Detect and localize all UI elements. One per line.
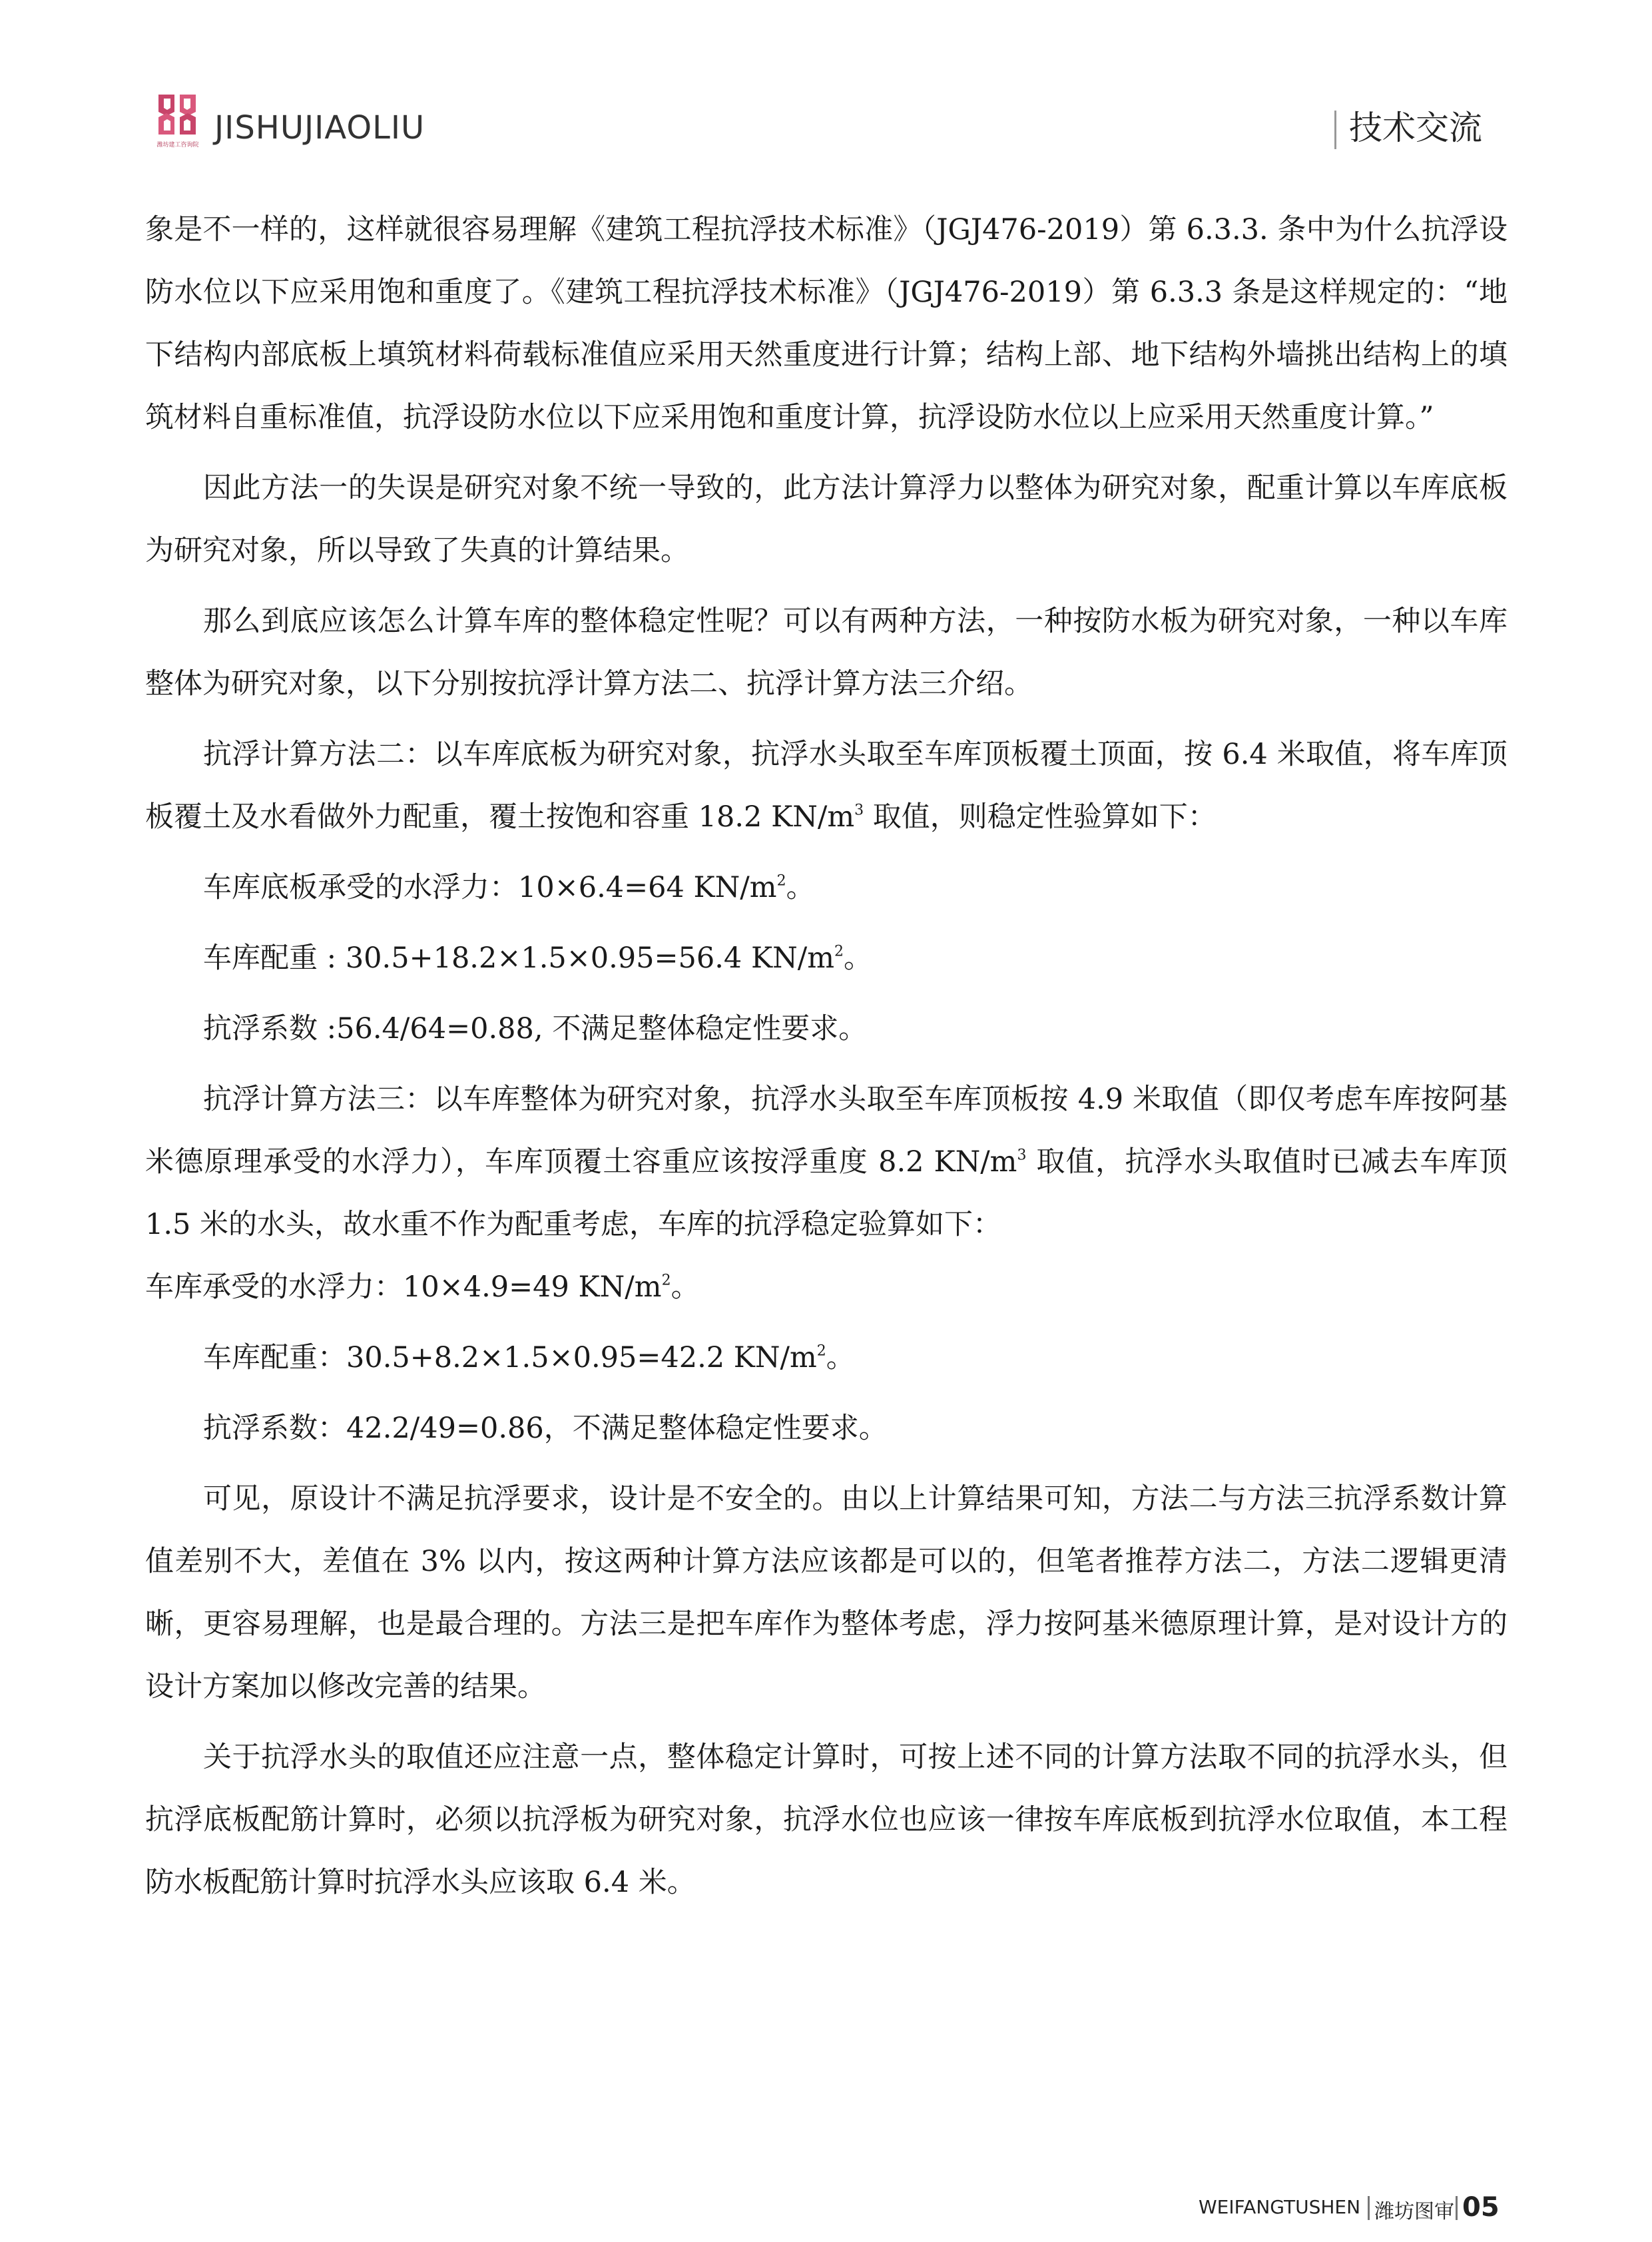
method-2-text: 抗浮计算方法二：以车库底板为研究对象，抗浮水头取至车库顶板覆土顶面，按 6.4 米取值，将车库顶板覆土及水看做外力配重，覆土按饱和容重 18.2 KN/m: [145, 738, 1508, 834]
paragraph-note: 关于抗浮水头的取值还应注意一点，整体稳定计算时，可按上述不同的计算方法取不同的抗浮水头，但抗浮底板配筋计算时，必须以抗浮板为研究对象，抗浮水位也应该一律按车库底板到抗浮水位取值，本工程防水板配筋计算时抗浮水头应该取 6.4 米。: [145, 1741, 1508, 1899]
page-number: 05: [1462, 2192, 1500, 2223]
equation-buoyancy-3: [145, 1256, 1508, 1318]
logo-caption: 潍坊建工咨询院: [156, 142, 199, 148]
equation-factor-2: 抗浮系数 :56.4/64=0.88, 不满足整体稳定性要求。: [203, 1012, 868, 1045]
equation-text: 车库配重：30.5+8.2×1.5×0.95=42.2 KN/m: [203, 1341, 817, 1374]
superscript: 3: [1017, 1147, 1027, 1164]
footer-journal-cn: 潍坊图审: [1374, 2200, 1454, 2223]
method-3-text-end: 取值，抗浮水头取值时已减去车库顶 1.5 米的水头，故水重不作为配重考虑，车库的抗浮稳定验算如下：: [145, 1145, 1508, 1241]
equation-text: 车库配重 : 30.5+18.2×1.5×0.95=56.4 KN/m: [203, 942, 834, 975]
paragraph-3: 那么到底应该怎么计算车库的整体稳定性呢？可以有两种方法，一种按防水板为研究对象，一种以车库整体为研究对象，以下分别按抗浮计算方法二、抗浮计算方法三介绍。: [145, 605, 1508, 701]
equation-weight-3: [145, 1326, 1508, 1389]
method-2-text-end: 取值，则稳定性验算如下：: [864, 800, 1217, 834]
header-divider: [1334, 111, 1336, 149]
page-footer: [1199, 2192, 1505, 2223]
superscript: 2: [816, 1342, 826, 1360]
superscript: 3: [854, 802, 864, 819]
superscript: 2: [834, 943, 844, 960]
paragraph-1: 象是不一样的，这样就很容易理解《建筑工程抗浮技术标准》（JGJ476-2019）第 6.3.3. 条中为什么抗浮设防水位以下应采用饱和重度了。《建筑工程抗浮技术标准》（JGJ476-2019）第 6.3.3 条是这样规定的：“地下结构内部底板上填筑材料荷载标准值应采用天然重度进行计算；结构上部、地下结构外墙挑出结构上的填筑材料自重标准值，抗浮设防水位以下应采用饱和重度计算，抗浮设防水位以上应采用天然重度计算。”: [145, 213, 1508, 434]
footer-divider: [1368, 2196, 1370, 2220]
equation-weight-2: [145, 927, 1508, 989]
superscript: 2: [776, 872, 786, 890]
equation-text: 车库承受的水浮力：10×4.9=49 KN/m: [145, 1270, 662, 1304]
paragraph-method-3: [145, 1068, 1508, 1256]
equation-text: 车库底板承受的水浮力：10×6.4=64 KN/m: [203, 871, 777, 904]
paragraph-2: 因此方法一的失误是研究对象不统一导致的，此方法计算浮力以整体为研究对象，配重计算以车库底板为研究对象，所以导致了失真的计算结果。: [145, 471, 1508, 567]
paragraph-conclusion: 可见，原设计不满足抗浮要求，设计是不安全的。由以上计算结果可知，方法二与方法三抗浮系数计算值差别不大，差值在 3% 以内，按这两种计算方法应该都是可以的，但笔者推荐方法二，方法二逻辑更清晰，更容易理解，也是最合理的。方法三是把车库作为整体考虑，浮力按阿基米德原理计算，是对设计方的设计方案加以修改完善的结果。: [145, 1482, 1508, 1703]
equation-end: 。: [843, 942, 872, 975]
equation-end: 。: [826, 1341, 855, 1374]
superscript: 2: [661, 1272, 671, 1289]
footer-journal-en: WEIFANGTUSHEN: [1199, 2196, 1361, 2218]
equation-end: 。: [671, 1270, 700, 1304]
article-body: [145, 198, 1508, 1922]
page-header: [0, 0, 1652, 160]
method-3-text: 抗浮计算方法三：以车库整体为研究对象，抗浮水头取至车库顶板按 4.9 米取值（即仅考虑车库按阿基米德原理承受的水浮力），车库顶覆土容重应该按浮重度 8.2 KN/m: [145, 1083, 1508, 1179]
section-title: 技术交流: [1349, 109, 1482, 147]
equation-buoyancy-2: [145, 856, 1508, 919]
footer-divider: [1456, 2196, 1458, 2220]
institute-flower-logo-icon: [154, 92, 200, 144]
paragraph-method-2: [145, 723, 1508, 848]
brand-title: JISHUJIAOLIU: [214, 109, 425, 146]
equation-end: 。: [786, 871, 815, 904]
equation-factor-3: 抗浮系数：42.2/49=0.86，不满足整体稳定性要求。: [203, 1412, 888, 1445]
